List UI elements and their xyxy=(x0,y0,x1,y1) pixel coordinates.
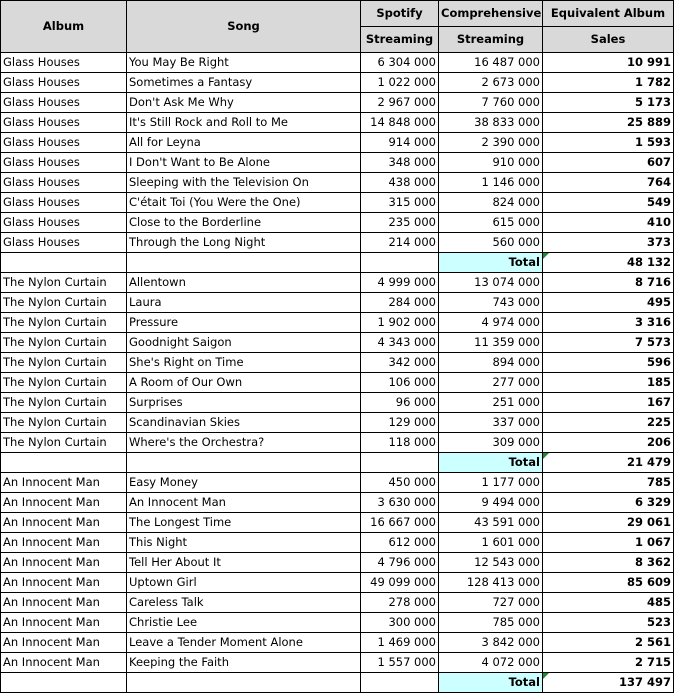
album-cell[interactable]: The Nylon Curtain xyxy=(1,353,127,373)
total-value-cell[interactable] xyxy=(543,253,674,273)
comprehensive-streaming-cell[interactable]: 9 494 000 xyxy=(439,493,543,513)
table-row xyxy=(1,153,674,173)
album-cell[interactable]: Glass Houses xyxy=(1,53,127,73)
album-cell[interactable]: An Innocent Man xyxy=(1,533,127,553)
header-spotify-top[interactable]: Spotify xyxy=(361,1,439,27)
header-eas-bottom[interactable]: Sales xyxy=(543,27,674,53)
spotify-streaming-cell[interactable]: 450 000 xyxy=(361,473,439,493)
song-cell[interactable]: All for Leyna xyxy=(127,133,361,153)
song-cell[interactable]: Careless Talk xyxy=(127,593,361,613)
equivalent-album-sales-cell[interactable]: 8 716 xyxy=(543,273,674,293)
table-row xyxy=(1,413,674,433)
table-row xyxy=(1,633,674,653)
empty-cell[interactable] xyxy=(1,673,127,693)
album-cell[interactable]: The Nylon Curtain xyxy=(1,413,127,433)
album-cell[interactable]: The Nylon Curtain xyxy=(1,293,127,313)
comprehensive-streaming-cell[interactable]: 128 413 000 xyxy=(439,573,543,593)
comprehensive-streaming-cell[interactable]: 2 673 000 xyxy=(439,73,543,93)
equivalent-album-sales-cell[interactable]: 3 316 xyxy=(543,313,674,333)
song-cell[interactable]: Sometimes a Fantasy xyxy=(127,73,361,93)
table-row xyxy=(1,313,674,333)
comprehensive-streaming-cell[interactable]: 560 000 xyxy=(439,233,543,253)
spotify-streaming-cell[interactable]: 129 000 xyxy=(361,413,439,433)
comprehensive-streaming-cell[interactable]: 251 000 xyxy=(439,393,543,413)
song-cell[interactable]: I Don't Want to Be Alone xyxy=(127,153,361,173)
empty-cell[interactable] xyxy=(1,453,127,473)
album-cell[interactable]: Glass Houses xyxy=(1,193,127,213)
table-row xyxy=(1,553,674,573)
comprehensive-streaming-cell[interactable]: 894 000 xyxy=(439,353,543,373)
song-cell[interactable]: Uptown Girl xyxy=(127,573,361,593)
spotify-streaming-cell[interactable]: 1 022 000 xyxy=(361,73,439,93)
album-cell[interactable]: The Nylon Curtain xyxy=(1,313,127,333)
equivalent-album-sales-cell[interactable]: 549 xyxy=(543,193,674,213)
song-cell[interactable]: Through the Long Night xyxy=(127,233,361,253)
comprehensive-streaming-cell[interactable]: 785 000 xyxy=(439,613,543,633)
spotify-streaming-cell[interactable]: 49 099 000 xyxy=(361,573,439,593)
album-cell[interactable]: Glass Houses xyxy=(1,213,127,233)
equivalent-album-sales-cell[interactable]: 5 173 xyxy=(543,93,674,113)
spotify-streaming-cell[interactable]: 284 000 xyxy=(361,293,439,313)
table-body xyxy=(1,53,674,693)
spotify-streaming-cell[interactable]: 4 796 000 xyxy=(361,553,439,573)
song-cell[interactable]: A Room of Our Own xyxy=(127,373,361,393)
album-cell[interactable]: The Nylon Curtain xyxy=(1,373,127,393)
album-cell[interactable]: An Innocent Man xyxy=(1,513,127,533)
equivalent-album-sales-cell[interactable]: 485 xyxy=(543,593,674,613)
comprehensive-streaming-cell[interactable]: 4 974 000 xyxy=(439,313,543,333)
table-row xyxy=(1,193,674,213)
table-row xyxy=(1,613,674,633)
table-row xyxy=(1,93,674,113)
song-cell[interactable]: Surprises xyxy=(127,393,361,413)
song-cell[interactable]: Scandinavian Skies xyxy=(127,413,361,433)
header-comprehensive-bottom[interactable]: Streaming xyxy=(439,27,543,53)
spotify-streaming-cell[interactable]: 1 557 000 xyxy=(361,653,439,673)
song-cell[interactable]: Laura xyxy=(127,293,361,313)
song-cell[interactable]: Christie Lee xyxy=(127,613,361,633)
song-cell[interactable]: You May Be Right xyxy=(127,53,361,73)
comprehensive-streaming-cell[interactable]: 727 000 xyxy=(439,593,543,613)
spotify-streaming-cell[interactable]: 1 469 000 xyxy=(361,633,439,653)
header-song[interactable]: Song xyxy=(127,1,361,53)
spotify-streaming-cell[interactable]: 914 000 xyxy=(361,133,439,153)
album-cell[interactable]: An Innocent Man xyxy=(1,593,127,613)
empty-cell[interactable] xyxy=(127,673,361,693)
album-cell[interactable]: Glass Houses xyxy=(1,133,127,153)
album-cell[interactable]: An Innocent Man xyxy=(1,613,127,633)
equivalent-album-sales-cell[interactable]: 523 xyxy=(543,613,674,633)
spotify-streaming-cell[interactable]: 342 000 xyxy=(361,353,439,373)
empty-cell[interactable] xyxy=(361,253,439,273)
comprehensive-streaming-cell[interactable]: 13 074 000 xyxy=(439,273,543,293)
table-row xyxy=(1,433,674,453)
equivalent-album-sales-cell[interactable]: 6 329 xyxy=(543,493,674,513)
equivalent-album-sales-cell[interactable]: 785 xyxy=(543,473,674,493)
table-row xyxy=(1,513,674,533)
table-row xyxy=(1,133,674,153)
song-cell[interactable]: Close to the Borderline xyxy=(127,213,361,233)
equivalent-album-sales-cell[interactable]: 596 xyxy=(543,353,674,373)
empty-cell[interactable] xyxy=(127,253,361,273)
header-row-top xyxy=(1,1,674,27)
table-row xyxy=(1,73,674,93)
table-row xyxy=(1,373,674,393)
album-cell[interactable]: The Nylon Curtain xyxy=(1,333,127,353)
spotify-streaming-cell[interactable]: 3 630 000 xyxy=(361,493,439,513)
comprehensive-streaming-cell[interactable]: 38 833 000 xyxy=(439,113,543,133)
table-row xyxy=(1,653,674,673)
album-cell[interactable]: Glass Houses xyxy=(1,173,127,193)
comprehensive-streaming-cell[interactable]: 615 000 xyxy=(439,213,543,233)
total-row xyxy=(1,253,674,273)
spotify-streaming-cell[interactable]: 300 000 xyxy=(361,613,439,633)
equivalent-album-sales-cell[interactable]: 185 xyxy=(543,373,674,393)
comprehensive-streaming-cell[interactable]: 7 760 000 xyxy=(439,93,543,113)
equivalent-album-sales-cell[interactable]: 8 362 xyxy=(543,553,674,573)
spotify-streaming-cell[interactable]: 235 000 xyxy=(361,213,439,233)
equivalent-album-sales-cell[interactable]: 764 xyxy=(543,173,674,193)
equivalent-album-sales-cell[interactable]: 495 xyxy=(543,293,674,313)
equivalent-album-sales-cell[interactable]: 1 067 xyxy=(543,533,674,553)
equivalent-album-sales-cell[interactable]: 167 xyxy=(543,393,674,413)
equivalent-album-sales-cell[interactable]: 607 xyxy=(543,153,674,173)
spotify-streaming-cell[interactable]: 438 000 xyxy=(361,173,439,193)
table-row xyxy=(1,333,674,353)
comprehensive-streaming-cell[interactable]: 4 072 000 xyxy=(439,653,543,673)
empty-cell[interactable] xyxy=(361,453,439,473)
comprehensive-streaming-cell[interactable]: 1 177 000 xyxy=(439,473,543,493)
table-row xyxy=(1,173,674,193)
song-cell[interactable]: Sleeping with the Television On xyxy=(127,173,361,193)
table-row xyxy=(1,573,674,593)
table-row xyxy=(1,213,674,233)
table-row xyxy=(1,53,674,73)
spotify-streaming-cell[interactable]: 118 000 xyxy=(361,433,439,453)
spotify-streaming-cell[interactable]: 315 000 xyxy=(361,193,439,213)
spotify-streaming-cell[interactable]: 348 000 xyxy=(361,153,439,173)
song-cell[interactable]: Tell Her About It xyxy=(127,553,361,573)
equivalent-album-sales-cell[interactable]: 2 561 xyxy=(543,633,674,653)
spotify-streaming-cell[interactable]: 1 902 000 xyxy=(361,313,439,333)
spotify-streaming-cell[interactable]: 278 000 xyxy=(361,593,439,613)
equivalent-album-sales-cell[interactable]: 206 xyxy=(543,433,674,453)
equivalent-album-sales-cell[interactable]: 25 889 xyxy=(543,113,674,133)
album-cell[interactable]: An Innocent Man xyxy=(1,493,127,513)
comprehensive-streaming-cell[interactable]: 910 000 xyxy=(439,153,543,173)
formula-flag-icon xyxy=(543,453,549,459)
spotify-streaming-cell[interactable]: 4 343 000 xyxy=(361,333,439,353)
album-cell[interactable]: The Nylon Curtain xyxy=(1,273,127,293)
header-comprehensive-top[interactable]: Comprehensive xyxy=(439,1,543,27)
album-cell[interactable]: Glass Houses xyxy=(1,153,127,173)
spotify-streaming-cell[interactable]: 96 000 xyxy=(361,393,439,413)
song-cell[interactable]: C'était Toi (You Were the One) xyxy=(127,193,361,213)
equivalent-album-sales-cell[interactable]: 373 xyxy=(543,233,674,253)
header-album[interactable]: Album xyxy=(1,1,127,53)
spotify-streaming-cell[interactable]: 106 000 xyxy=(361,373,439,393)
spotify-streaming-cell[interactable]: 2 967 000 xyxy=(361,93,439,113)
table-row xyxy=(1,273,674,293)
song-cell[interactable]: This Night xyxy=(127,533,361,553)
album-cell[interactable]: An Innocent Man xyxy=(1,653,127,673)
comprehensive-streaming-cell[interactable]: 1 601 000 xyxy=(439,533,543,553)
total-label-cell[interactable]: Total xyxy=(439,253,543,273)
album-cell[interactable]: The Nylon Curtain xyxy=(1,393,127,413)
empty-cell[interactable] xyxy=(1,253,127,273)
table-row xyxy=(1,473,674,493)
comprehensive-streaming-cell[interactable]: 309 000 xyxy=(439,433,543,453)
equivalent-album-sales-cell[interactable]: 410 xyxy=(543,213,674,233)
album-cell[interactable]: Glass Houses xyxy=(1,113,127,133)
equivalent-album-sales-cell[interactable]: 7 573 xyxy=(543,333,674,353)
equivalent-album-sales-cell[interactable]: 10 991 xyxy=(543,53,674,73)
header-eas-top[interactable]: Equivalent Album xyxy=(543,1,674,27)
total-row xyxy=(1,673,674,693)
comprehensive-streaming-cell[interactable]: 16 487 000 xyxy=(439,53,543,73)
table-row xyxy=(1,233,674,253)
spotify-streaming-cell[interactable]: 612 000 xyxy=(361,533,439,553)
album-cell[interactable]: An Innocent Man xyxy=(1,473,127,493)
table-row xyxy=(1,533,674,553)
song-cell[interactable]: Easy Money xyxy=(127,473,361,493)
table-row xyxy=(1,113,674,133)
song-cell[interactable]: Leave a Tender Moment Alone xyxy=(127,633,361,653)
album-cell[interactable]: Glass Houses xyxy=(1,73,127,93)
song-cell[interactable]: It's Still Rock and Roll to Me xyxy=(127,113,361,133)
table-row xyxy=(1,593,674,613)
album-cell[interactable]: An Innocent Man xyxy=(1,633,127,653)
total-value: 21 479 xyxy=(626,455,671,469)
spotify-streaming-cell[interactable]: 6 304 000 xyxy=(361,53,439,73)
total-label-cell[interactable]: Total xyxy=(439,673,543,693)
equivalent-album-sales-cell[interactable]: 1 782 xyxy=(543,73,674,93)
spotify-streaming-cell[interactable]: 4 999 000 xyxy=(361,273,439,293)
song-cell[interactable]: Keeping the Faith xyxy=(127,653,361,673)
comprehensive-streaming-cell[interactable]: 337 000 xyxy=(439,413,543,433)
song-cell[interactable]: Allentown xyxy=(127,273,361,293)
total-label-cell[interactable]: Total xyxy=(439,453,543,473)
comprehensive-streaming-cell[interactable]: 11 359 000 xyxy=(439,333,543,353)
header-spotify-bottom[interactable]: Streaming xyxy=(361,27,439,53)
formula-flag-icon xyxy=(543,673,549,679)
comprehensive-streaming-cell[interactable]: 2 390 000 xyxy=(439,133,543,153)
album-cell[interactable]: An Innocent Man xyxy=(1,553,127,573)
table-row xyxy=(1,393,674,413)
equivalent-album-sales-cell[interactable]: 85 609 xyxy=(543,573,674,593)
comprehensive-streaming-cell[interactable]: 277 000 xyxy=(439,373,543,393)
total-value-cell[interactable] xyxy=(543,453,674,473)
table-row xyxy=(1,293,674,313)
total-row xyxy=(1,453,674,473)
spotify-streaming-cell[interactable]: 16 667 000 xyxy=(361,513,439,533)
equivalent-album-sales-cell[interactable]: 2 715 xyxy=(543,653,674,673)
equivalent-album-sales-cell[interactable]: 29 061 xyxy=(543,513,674,533)
spotify-streaming-cell[interactable]: 14 848 000 xyxy=(361,113,439,133)
comprehensive-streaming-cell[interactable]: 824 000 xyxy=(439,193,543,213)
total-value: 137 497 xyxy=(618,675,671,689)
album-cell[interactable]: An Innocent Man xyxy=(1,573,127,593)
song-cell[interactable]: Don't Ask Me Why xyxy=(127,93,361,113)
formula-flag-icon xyxy=(543,253,549,259)
comprehensive-streaming-cell[interactable]: 3 842 000 xyxy=(439,633,543,653)
table-row xyxy=(1,353,674,373)
total-value-cell[interactable] xyxy=(543,673,674,693)
album-cell[interactable]: The Nylon Curtain xyxy=(1,433,127,453)
comprehensive-streaming-cell[interactable]: 12 543 000 xyxy=(439,553,543,573)
spotify-streaming-cell[interactable]: 214 000 xyxy=(361,233,439,253)
equivalent-album-sales-cell[interactable]: 1 593 xyxy=(543,133,674,153)
song-cell[interactable]: Goodnight Saigon xyxy=(127,333,361,353)
empty-cell[interactable] xyxy=(127,453,361,473)
song-cell[interactable]: The Longest Time xyxy=(127,513,361,533)
album-cell[interactable]: Glass Houses xyxy=(1,233,127,253)
total-value: 48 132 xyxy=(626,255,671,269)
song-cell[interactable]: An Innocent Man xyxy=(127,493,361,513)
song-cell[interactable]: Pressure xyxy=(127,313,361,333)
equivalent-album-sales-cell[interactable]: 225 xyxy=(543,413,674,433)
comprehensive-streaming-cell[interactable]: 43 591 000 xyxy=(439,513,543,533)
comprehensive-streaming-cell[interactable]: 1 146 000 xyxy=(439,173,543,193)
song-cell[interactable]: Where's the Orchestra? xyxy=(127,433,361,453)
song-cell[interactable]: She's Right on Time xyxy=(127,353,361,373)
comprehensive-streaming-cell[interactable]: 743 000 xyxy=(439,293,543,313)
album-cell[interactable]: Glass Houses xyxy=(1,93,127,113)
empty-cell[interactable] xyxy=(361,673,439,693)
table-row xyxy=(1,493,674,513)
